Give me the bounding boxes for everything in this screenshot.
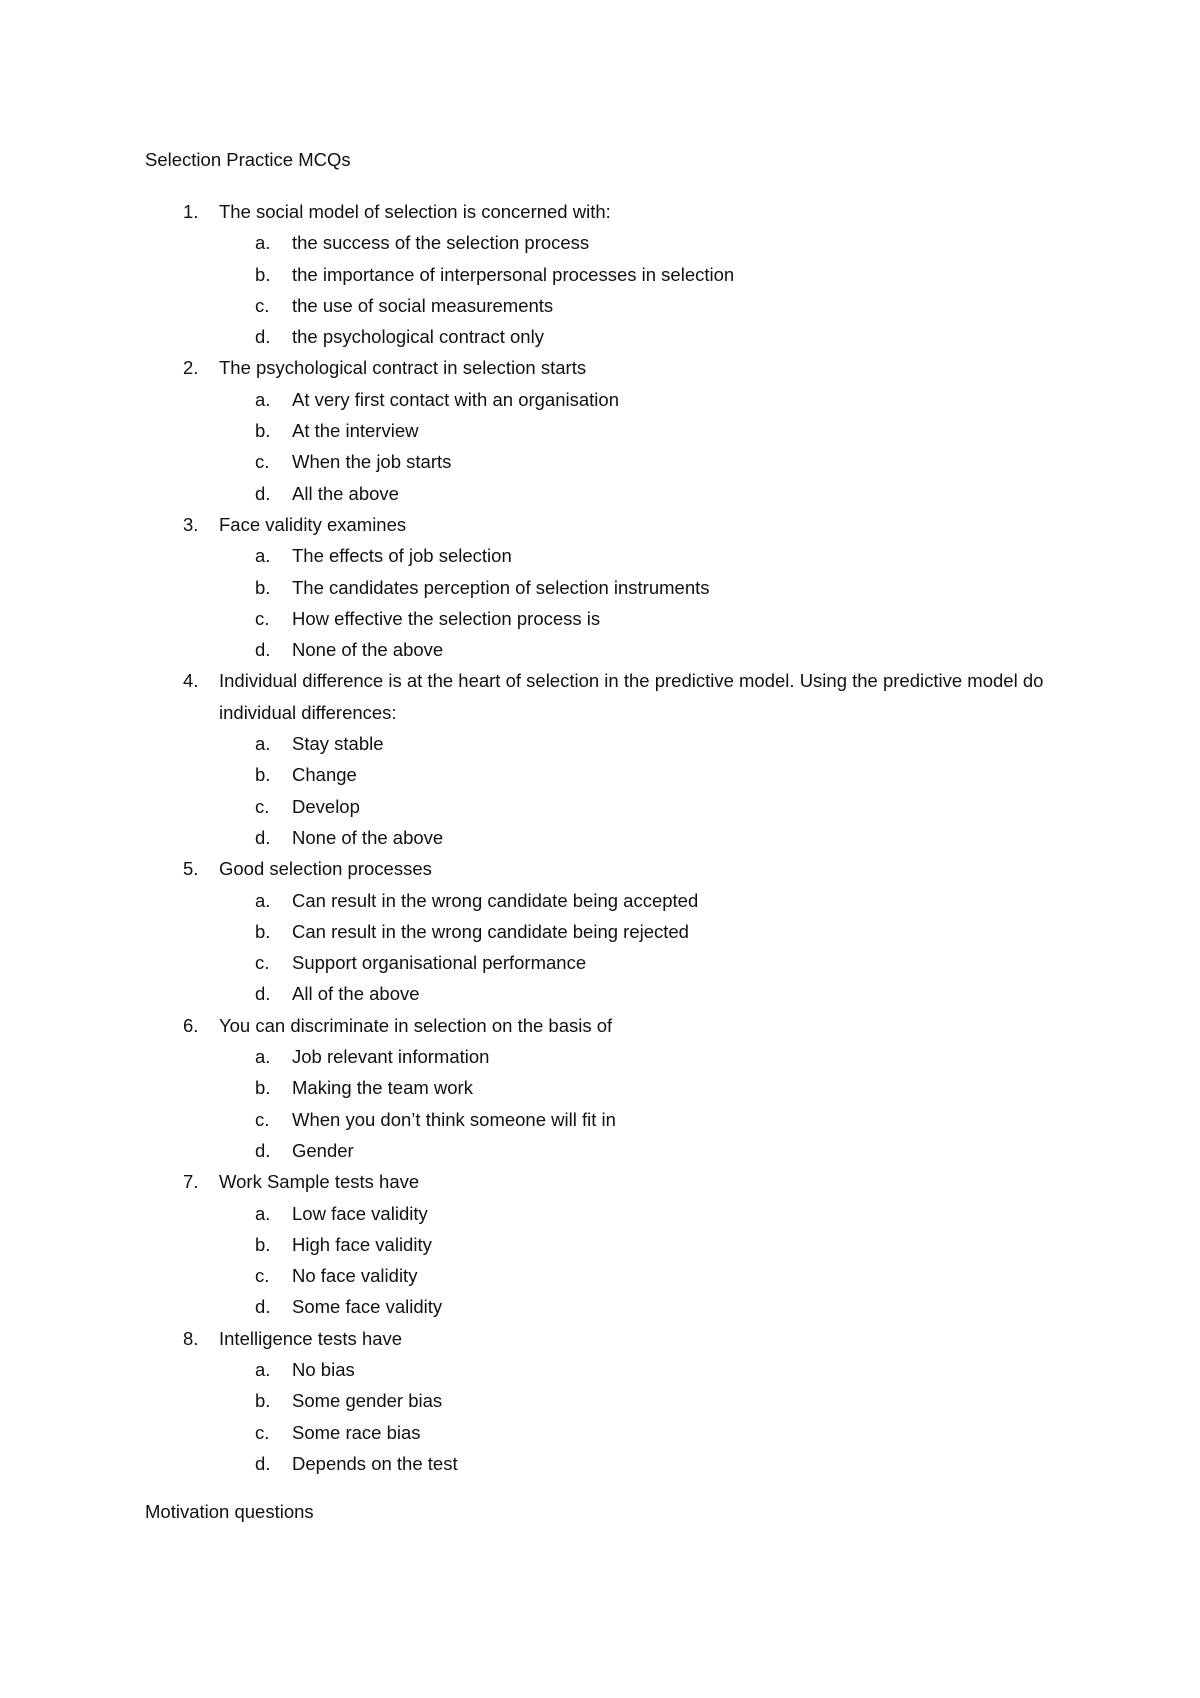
option-text: the importance of interpersonal processes in selection [292,263,735,285]
option-text: Job relevant information [292,1046,490,1068]
option-text: No face validity [292,1265,418,1287]
option-letter: d. [255,326,271,348]
option-item [145,1072,1065,1103]
option-letter: d. [255,482,271,504]
option-letter: c. [255,1265,270,1287]
option-item [145,1354,1065,1385]
option-text: How effective the selection process is [292,607,601,629]
question-number: 1. [183,201,199,222]
option-text: High face validity [292,1233,432,1255]
option-letter: a. [255,1358,271,1380]
option-letter: a. [255,232,271,254]
question-line [145,352,1065,383]
option-letter: b. [255,1233,271,1255]
option-letter: d. [255,1139,271,1161]
question-number: 6. [183,1014,199,1036]
question-number: 8. [183,1327,199,1349]
option-text: Develop [292,795,360,817]
option-letter: a. [255,388,271,410]
option-text: All of the above [292,983,420,1005]
question-line [145,1010,1065,1041]
option-letter: b. [255,920,271,942]
option-list [145,1354,1065,1479]
option-item [145,1135,1065,1166]
option-letter: c. [255,952,270,974]
option-item [145,603,1065,634]
question-line [145,1323,1065,1354]
option-letter: a. [255,1046,271,1068]
question-item [145,853,1065,1009]
option-item [145,478,1065,509]
option-letter: c. [255,1421,270,1443]
option-text: Gender [292,1139,354,1161]
question-text: The psychological contract in selection starts [219,357,587,379]
option-text: the psychological contract only [292,326,544,348]
option-letter: d. [255,639,271,661]
option-letter: b. [255,263,271,285]
option-text: Low face validity [292,1202,428,1224]
option-list [145,885,1065,1010]
option-item [145,572,1065,603]
question-line [145,196,1065,227]
question-number: 4. [183,670,199,692]
question-line [145,853,1065,884]
option-item [145,446,1065,477]
option-text: Can result in the wrong candidate being rejected [292,920,689,942]
question-line [145,1166,1065,1197]
option-item [145,947,1065,978]
question-item [145,665,1065,853]
section-heading: Motivation questions [145,1501,314,1522]
option-item [145,1104,1065,1135]
question-text: You can discriminate in selection on the basis of [219,1014,613,1036]
option-item [145,759,1065,790]
option-list [145,384,1065,509]
option-item [145,290,1065,321]
option-item [145,1041,1065,1072]
option-item [145,1417,1065,1448]
option-text: Can result in the wrong candidate being accepted [292,889,699,911]
question-item [145,352,1065,508]
option-item [145,415,1065,446]
question-number: 7. [183,1171,199,1193]
question-item [145,1010,1065,1166]
option-text: When the job starts [292,451,452,473]
option-text: The candidates perception of selection instruments [292,576,710,598]
option-item [145,885,1065,916]
option-text: Some face validity [292,1296,443,1318]
question-text: Work Sample tests have [219,1171,420,1193]
option-item [145,1385,1065,1416]
option-letter: a. [255,1202,271,1224]
option-letter: d. [255,983,271,1005]
option-list [145,1041,1065,1166]
option-item [145,1260,1065,1291]
option-text: When you don’t think someone will fit in [292,1108,616,1130]
option-letter: c. [255,451,270,473]
option-letter: c. [255,294,270,316]
option-letter: c. [255,1108,270,1130]
option-text: Stay stable [292,733,384,755]
option-item [145,1291,1065,1322]
option-letter: b. [255,1077,271,1099]
question-list [145,196,1065,1479]
option-letter: d. [255,1452,271,1474]
question-item [145,196,1065,352]
option-letter: d. [255,1296,271,1318]
option-text: All the above [292,482,399,504]
option-list [145,227,1065,352]
option-text: Some gender bias [292,1390,443,1412]
option-letter: c. [255,795,270,817]
option-item [145,728,1065,759]
option-letter: c. [255,607,270,629]
option-item [145,1448,1065,1479]
option-list [145,540,1065,665]
question-text: Face validity examines [219,513,407,535]
option-text: None of the above [292,639,444,661]
option-item [145,1229,1065,1260]
option-list [145,1198,1065,1323]
option-text: The effects of job selection [292,545,512,567]
option-letter: a. [255,889,271,911]
question-number: 2. [183,357,199,379]
option-item [145,634,1065,665]
option-letter: d. [255,826,271,848]
question-number: 5. [183,858,199,880]
question-item [145,509,1065,665]
option-text: Depends on the test [292,1452,458,1474]
option-item [145,540,1065,571]
option-letter: b. [255,764,271,786]
question-number: 3. [183,513,199,535]
question-text: Intelligence tests have [219,1327,403,1349]
option-text: the use of social measurements [292,294,554,316]
document-title: Selection Practice MCQs [145,149,351,170]
option-item [145,791,1065,822]
question-line [145,509,1065,540]
option-text: Making the team work [292,1077,473,1099]
question-item [145,1323,1065,1479]
option-text: At very first contact with an organisation [292,388,619,410]
question-line [145,665,1065,728]
option-item [145,259,1065,290]
option-text: Some race bias [292,1421,421,1443]
option-letter: b. [255,576,271,598]
option-letter: b. [255,420,271,442]
option-text: No bias [292,1358,355,1380]
question-text: Individual difference is at the heart of selection in the predictive model. Using the predictive model do individual differences: [219,670,1044,723]
option-text: the success of the selection process [292,232,590,254]
option-item [145,1198,1065,1229]
option-text: At the interview [292,420,419,442]
option-list [145,728,1065,853]
question-text: The social model of selection is concerned with: [219,201,611,222]
question-item [145,1166,1065,1322]
option-letter: a. [255,545,271,567]
option-item [145,227,1065,258]
option-item [145,822,1065,853]
option-letter: b. [255,1390,271,1412]
option-text: None of the above [292,826,444,848]
question-text: Good selection processes [219,858,432,880]
option-item [145,978,1065,1009]
option-text: Change [292,764,357,786]
option-letter: a. [255,733,271,755]
option-item [145,321,1065,352]
option-item [145,916,1065,947]
option-text: Support organisational performance [292,952,587,974]
option-item [145,384,1065,415]
